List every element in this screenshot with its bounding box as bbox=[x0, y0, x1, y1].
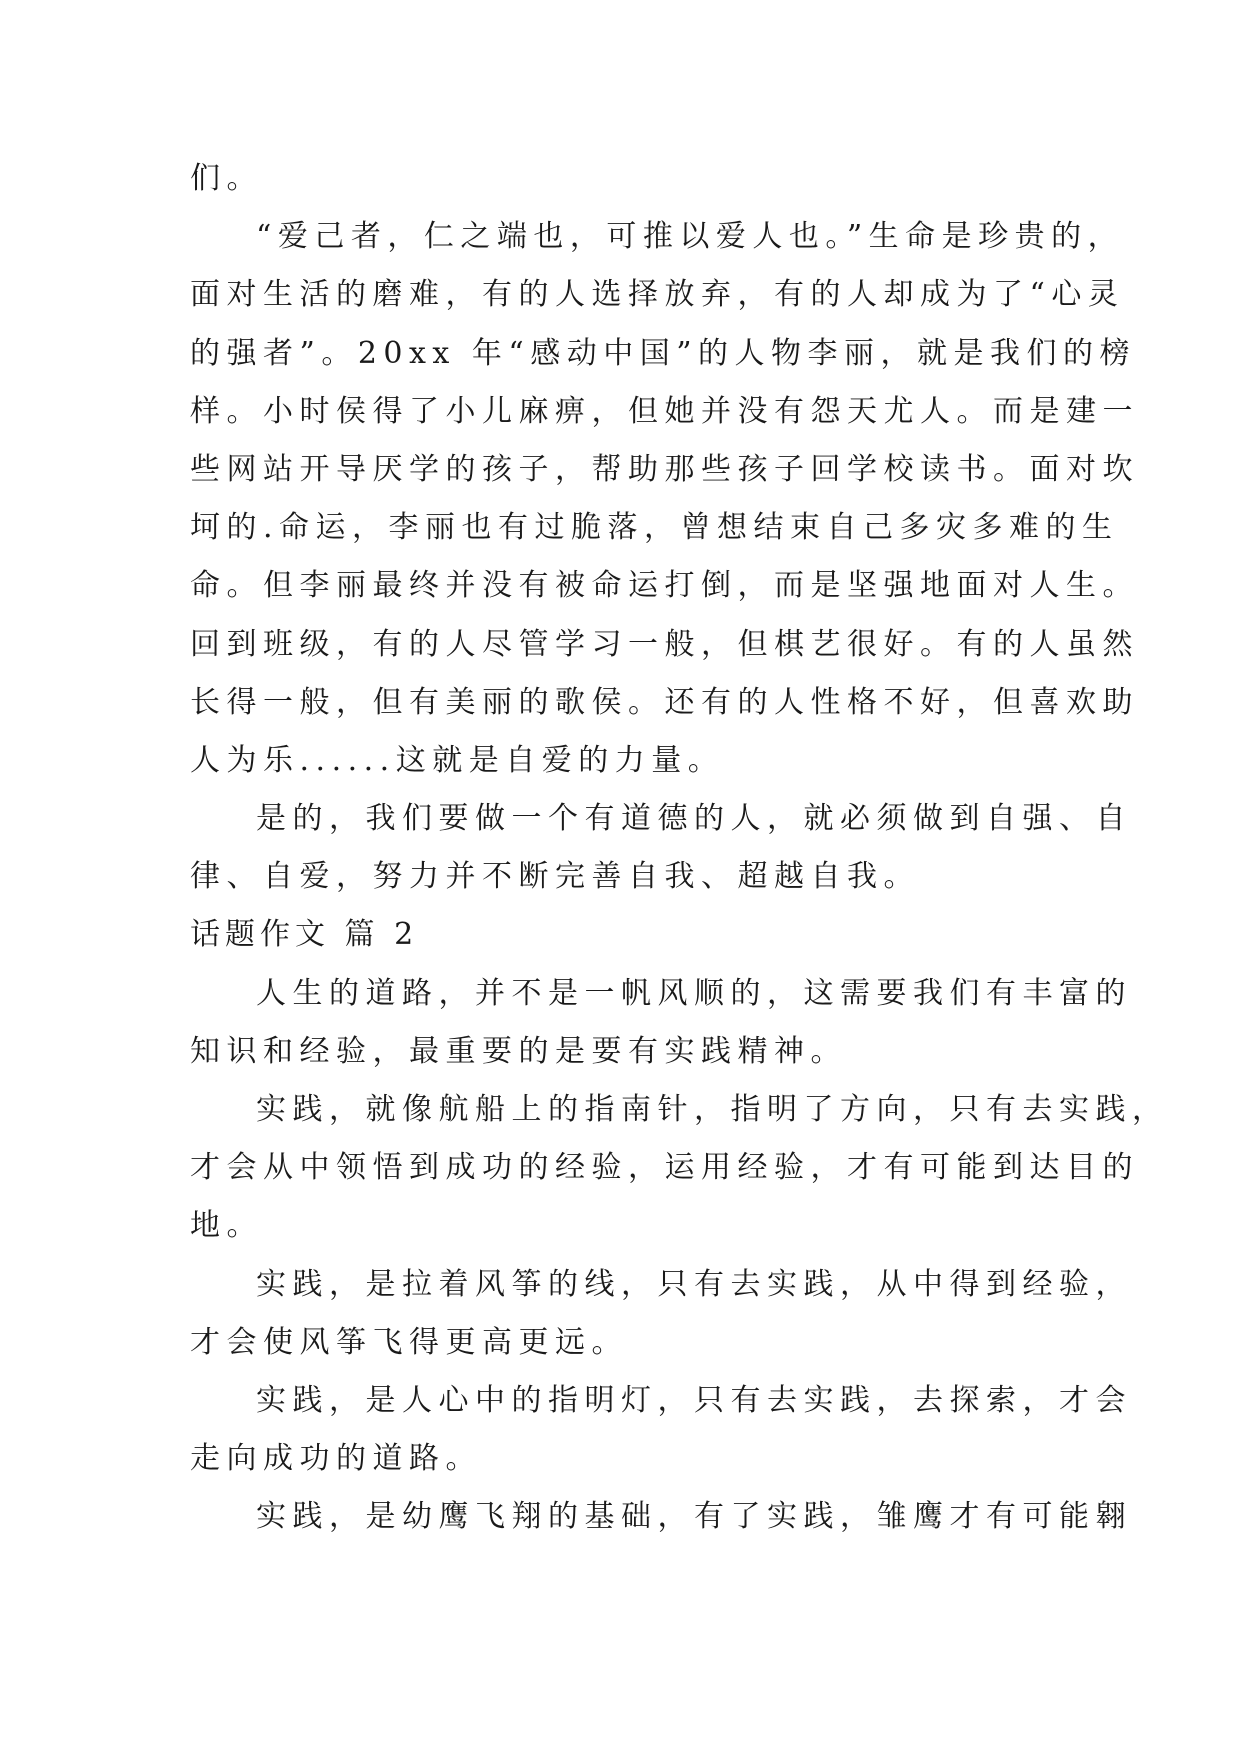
text-line: 实践，是幼鹰飞翔的基础，有了实践，雏鹰才有可能翱 bbox=[256, 1499, 1132, 1535]
text-line: 坷的.命运，李丽也有过脆落，曾想结束自己多灾多难的生 bbox=[190, 510, 1119, 546]
text-line: 样。小时侯得了小儿麻痹，但她并没有怨天尤人。而是建一 bbox=[190, 393, 1139, 429]
text-line: 实践，是拉着风筝的线，只有去实践，从中得到经验， bbox=[256, 1266, 1132, 1302]
text-line: 知识和经验，最重要的是要有实践精神。 bbox=[190, 1033, 847, 1069]
text-line: 命。但李丽最终并没有被命运打倒，而是坚强地面对人生。 bbox=[190, 568, 1139, 604]
text-line: 是的，我们要做一个有道德的人，就必须做到自强、自 bbox=[256, 801, 1132, 837]
text-line: 才会使风筝飞得更高更远。 bbox=[190, 1324, 628, 1360]
text-line: 才会从中领悟到成功的经验，运用经验，才有可能到达目的 bbox=[190, 1150, 1139, 1186]
text-line: 人为乐......这就是自爱的力量。 bbox=[190, 742, 725, 778]
text-line: 些网站开导厌学的孩子，帮助那些孩子回学校读书。面对坎 bbox=[190, 451, 1139, 487]
text-line: 地。 bbox=[190, 1208, 263, 1244]
text-line: 回到班级，有的人尽管学习一般，但棋艺很好。有的人虽然 bbox=[190, 626, 1139, 662]
text-line: 的强者”。20xx 年“感动中国”的人物李丽，就是我们的榜 bbox=[190, 335, 1137, 371]
text-line: 长得一般，但有美丽的歌侯。还有的人性格不好，但喜欢助 bbox=[190, 684, 1139, 720]
text-line: 走向成功的道路。 bbox=[190, 1441, 482, 1477]
text-line: 人生的道路，并不是一帆风顺的，这需要我们有丰富的 bbox=[256, 975, 1132, 1011]
text-line: 实践，就像航船上的指南针，指明了方向，只有去实践， bbox=[256, 1092, 1169, 1127]
text-line: 实践，是人心中的指明灯，只有去实践，去探索，才会 bbox=[256, 1382, 1132, 1418]
text-line: 面对生活的磨难，有的人选择放弃，有的人却成为了“心灵 bbox=[190, 277, 1125, 313]
text-line: 们。 bbox=[190, 161, 263, 196]
text-line: 律、自爱，努力并不断完善自我、超越自我。 bbox=[190, 859, 920, 895]
document-page bbox=[190, 150, 1169, 1547]
text-line: “爱己者，仁之端也，可推以爱人也。”生命是珍贵的， bbox=[256, 219, 1125, 255]
section-heading: 话题作文 篇 2 bbox=[190, 917, 419, 953]
